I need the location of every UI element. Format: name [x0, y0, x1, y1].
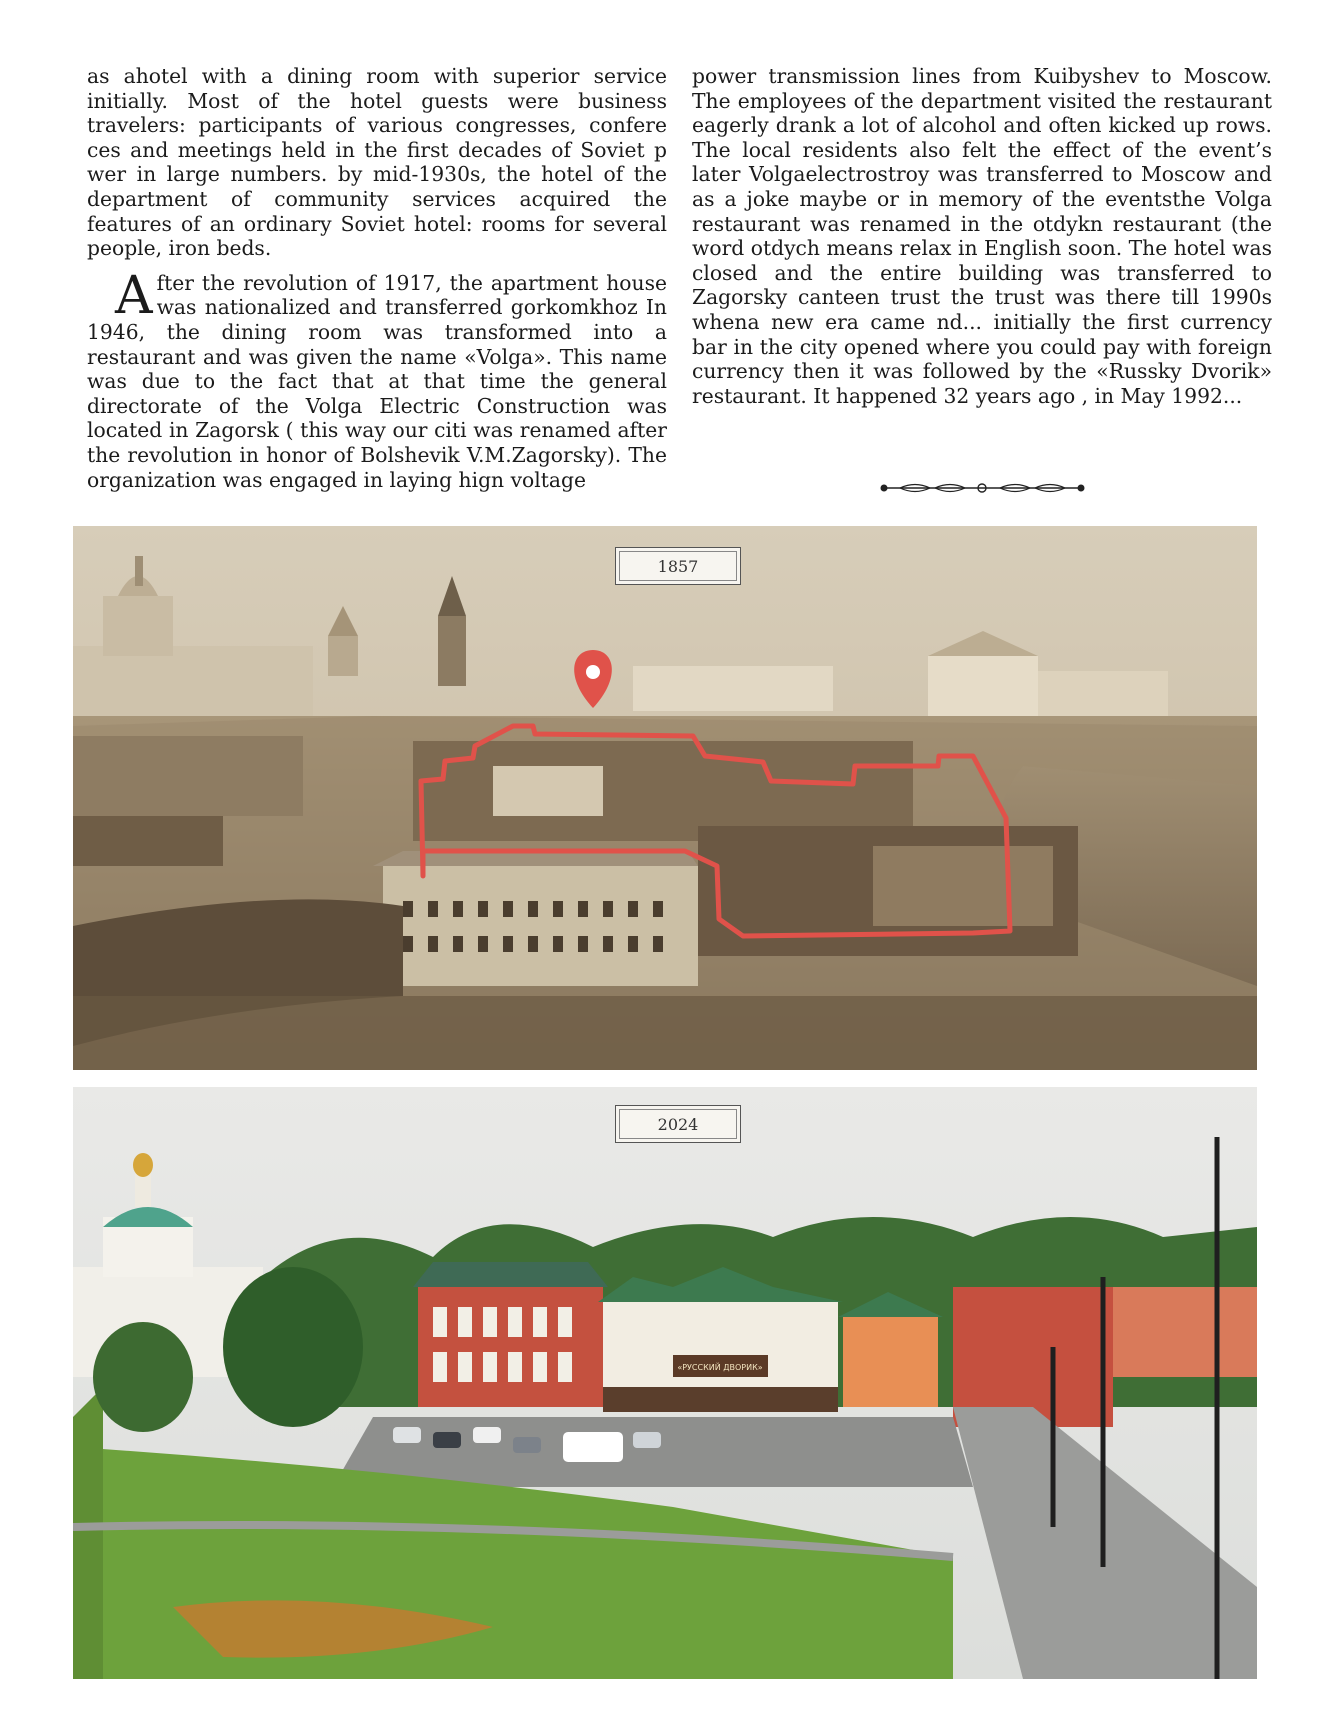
left-paragraph-1: as ahotel with a dining room with superior service initially. Most of the hotel guests were business travelers: participants of various congresses, confere ces and meetings held in the first decades of Soviet p wer in large numbers. by mid-1930s, the hotel of the department of community services acquired the features of an ordinary Soviet hotel: rooms for several people, iron beds. — [87, 64, 667, 261]
left-paragraph-2 — [87, 265, 667, 492]
modern-photo-2024 — [73, 1087, 1257, 1679]
year-label-1857: 1857 — [615, 547, 741, 585]
restaurant-sign: «РУССКИЙ ДВОРИК» — [677, 1363, 763, 1372]
drop-cap: A — [115, 265, 153, 326]
right-text-column — [692, 64, 1272, 408]
right-paragraph-1: power transmission lines from Kuibyshev to Moscow. The employees of the department visited the restaurant eagerly drank a lot of alcohol and often kicked up rows. The local residents also felt the effect of the event’s later Volgaelectrostroy was transferred to Moscow and as a joke maybe or in memory of the eventsthe Volga restaurant was renamed in the otdykn restaurant (the word otdych means relax in English soon. The hotel was closed and the entire building was transferred to Zagorsky canteen trust the trust was there till 1990s whena new era came nd... initially the first currency bar in the city opened where you could pay with foreign currency then it was followed by the «Russky Dvorik» restaurant. It happened 32 years ago , in May 1992... — [692, 64, 1272, 408]
historic-photo-1857 — [73, 526, 1257, 1070]
left-paragraph-2-text: fter the revolution of 1917, the apartment house was nationalized and transferred gorkomkhoz In 1946, the dining room was transformed into a restaurant and was given the name «Volga». This name was due to the fact that at that time the general directorate of the Volga Electric Construction was located in Zagorsk ( this way our citi was renamed after the revolution in honor of Bolshevik V.M.Zagorsky). The organization was engaged in laying hign voltage — [87, 270, 667, 492]
year-label-2024: 2024 — [615, 1105, 741, 1143]
left-text-column — [87, 64, 667, 492]
ornament-divider — [880, 479, 1085, 497]
